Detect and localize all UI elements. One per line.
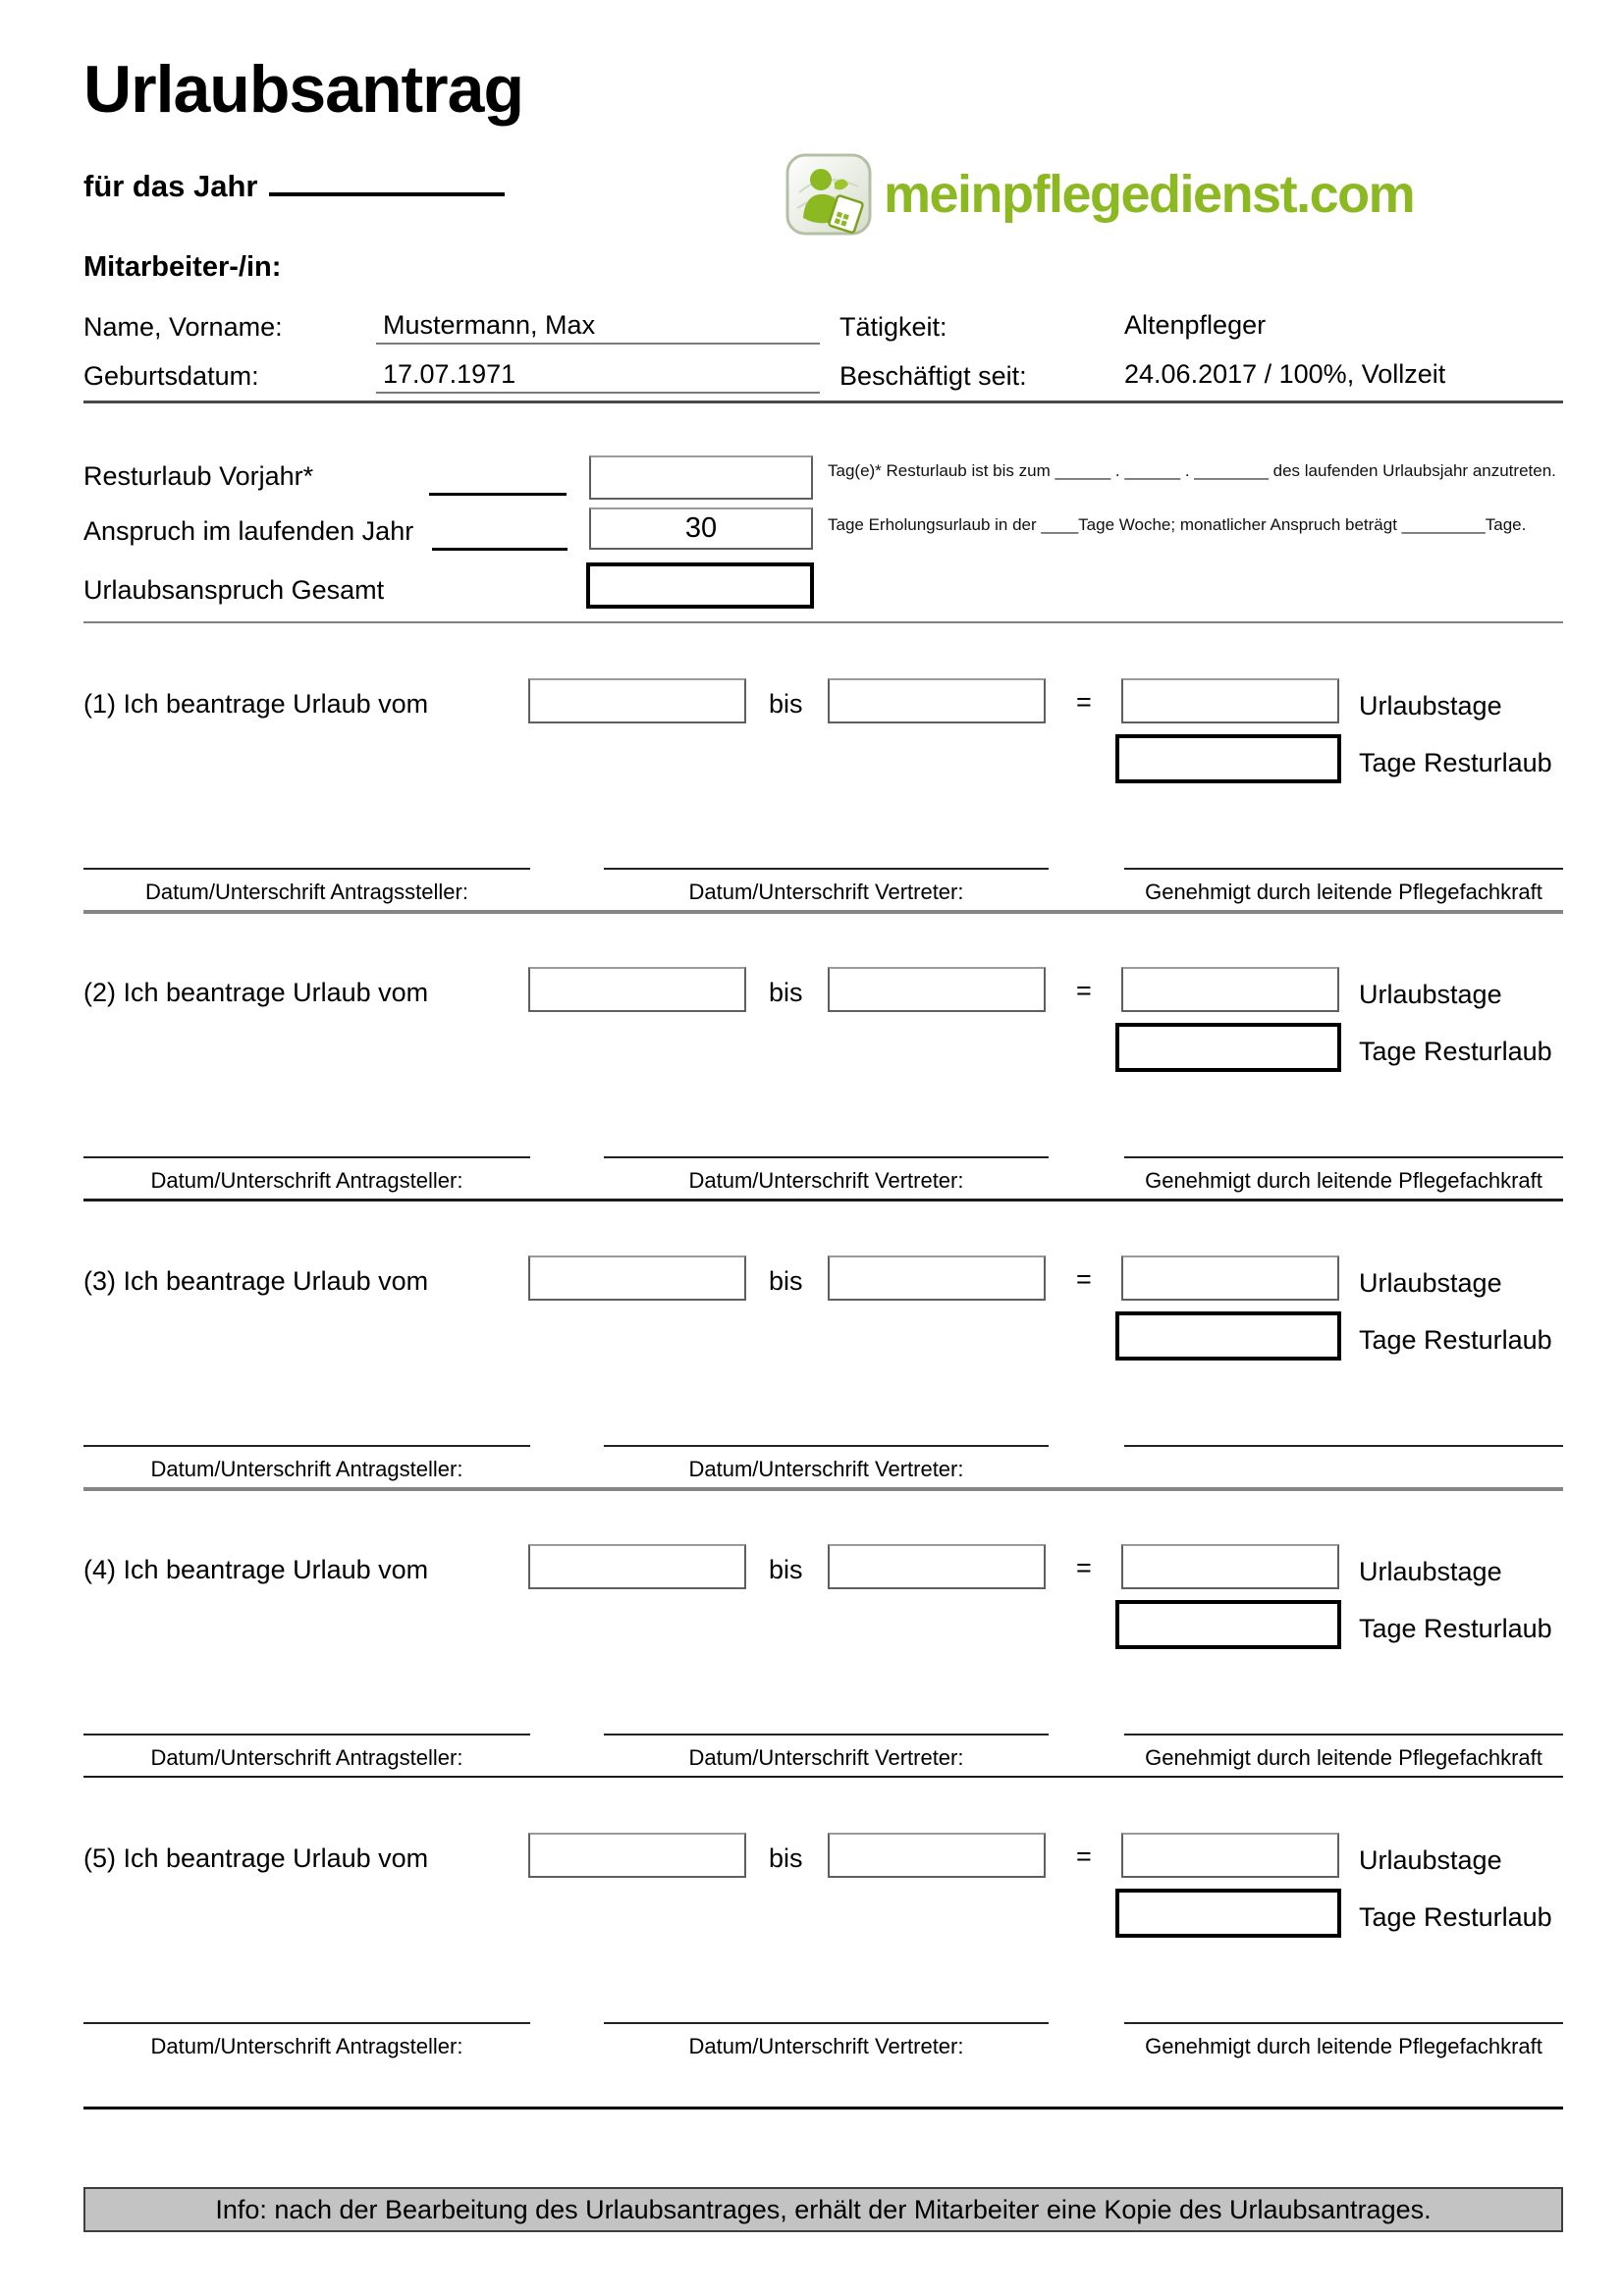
- request-label: (5) Ich beantrage Urlaub vom: [83, 1843, 429, 1873]
- date-to-input[interactable]: [828, 1544, 1046, 1589]
- date-to-input[interactable]: [828, 1255, 1046, 1301]
- gesamt-label: Urlaubsanspruch Gesamt: [83, 575, 385, 605]
- remaining-days-input[interactable]: [1115, 1311, 1341, 1361]
- bottom-divider: [83, 2107, 1563, 2109]
- date-to-input[interactable]: [828, 967, 1046, 1012]
- birthdate-underline: [376, 392, 820, 394]
- vacation-days-input[interactable]: [1121, 1833, 1339, 1878]
- signature-line-vertreter[interactable]: [604, 868, 1049, 870]
- bis-label: bis: [769, 689, 803, 719]
- signature-line-antragsteller[interactable]: [83, 1734, 530, 1735]
- equals-label: =: [1076, 687, 1092, 717]
- job-value: Altenpfleger: [1124, 310, 1267, 340]
- bis-label: bis: [769, 978, 803, 1007]
- date-from-input[interactable]: [528, 678, 746, 723]
- request-label: (4) Ich beantrage Urlaub vom: [83, 1555, 429, 1584]
- request-label: (1) Ich beantrage Urlaub vom: [83, 689, 429, 719]
- birthdate-value[interactable]: 17.07.1971: [383, 359, 516, 389]
- anspruch-blank[interactable]: [432, 516, 568, 551]
- name-value[interactable]: Mustermann, Max: [383, 310, 596, 340]
- resturlaub-label: Tage Resturlaub: [1359, 748, 1552, 777]
- sig-label-genehmigt: Genehmigt durch leitende Pflegefachkraft: [1145, 2034, 1542, 2058]
- resturlaub-label: Tage Resturlaub: [1359, 1614, 1552, 1643]
- date-to-input[interactable]: [828, 678, 1046, 723]
- rest-vorjahr-blank[interactable]: [429, 461, 567, 496]
- sig-label-antragsteller: Datum/Unterschrift Antragsteller:: [150, 1168, 463, 1193]
- sig-label-genehmigt: Genehmigt durch leitende Pflegefachkraft: [1145, 1168, 1542, 1193]
- section-divider: [83, 1776, 1563, 1778]
- sig-label-genehmigt: Genehmigt durch leitende Pflegefachkraft: [1145, 1745, 1542, 1770]
- signature-line-pflegefachkraft[interactable]: [1124, 868, 1563, 870]
- entitlement-divider: [83, 621, 1563, 623]
- remaining-days-input[interactable]: [1115, 734, 1341, 783]
- signature-line-antragsteller[interactable]: [83, 868, 530, 870]
- urlaubstage-label: Urlaubstage: [1359, 1845, 1502, 1875]
- birthdate-label: Geburtsdatum:: [83, 361, 259, 391]
- remaining-days-input[interactable]: [1115, 1889, 1341, 1938]
- resturlaub-label: Tage Resturlaub: [1359, 1325, 1552, 1355]
- employee-divider: [83, 400, 1563, 403]
- sig-label-genehmigt: Genehmigt durch leitende Pflegefachkraft: [1145, 880, 1542, 904]
- bis-label: bis: [769, 1843, 803, 1873]
- name-label: Name, Vorname:: [83, 312, 283, 342]
- caregiver-tile-icon: [785, 153, 872, 236]
- signature-line-pflegefachkraft[interactable]: [1124, 2022, 1563, 2024]
- anspruch-note: Tage Erholungsurlaub in der ____Tage Woche; monatlicher Anspruch beträgt _________Tage.: [828, 515, 1527, 534]
- urlaubstage-label: Urlaubstage: [1359, 980, 1502, 1009]
- vacation-days-input[interactable]: [1121, 967, 1339, 1012]
- date-from-input[interactable]: [528, 1544, 746, 1589]
- request-label: (3) Ich beantrage Urlaub vom: [83, 1266, 429, 1296]
- remaining-days-input[interactable]: [1115, 1600, 1341, 1649]
- equals-label: =: [1076, 1264, 1092, 1294]
- signature-line-antragsteller[interactable]: [83, 2022, 530, 2024]
- year-line: [83, 165, 505, 204]
- sig-label-antragsteller: Datum/Unterschrift Antragsteller:: [150, 1457, 463, 1481]
- info-text: Info: nach der Bearbeitung des Urlaubsantrages, erhält der Mitarbeiter eine Kopie des Urlaubsantrages.: [215, 2194, 1432, 2224]
- signature-line-pflegefachkraft[interactable]: [1124, 1734, 1563, 1735]
- logo-text: meinpflegedienst.com: [884, 165, 1415, 224]
- vacation-days-input[interactable]: [1121, 678, 1339, 723]
- sig-label-vertreter: Datum/Unterschrift Vertreter:: [688, 1168, 964, 1193]
- sig-label-vertreter: Datum/Unterschrift Vertreter:: [688, 880, 964, 904]
- urlaubstage-label: Urlaubstage: [1359, 1268, 1502, 1298]
- info-bar: [83, 2187, 1563, 2232]
- signature-line-antragsteller[interactable]: [83, 1445, 530, 1447]
- logo: [785, 153, 1414, 236]
- resturlaub-label: Tage Resturlaub: [1359, 1037, 1552, 1066]
- sig-label-vertreter: Datum/Unterschrift Vertreter:: [688, 1457, 964, 1481]
- job-label: Tätigkeit:: [839, 312, 947, 342]
- vacation-days-input[interactable]: [1121, 1544, 1339, 1589]
- request-section-1: [0, 678, 1623, 919]
- resturlaub-label: Tage Resturlaub: [1359, 1902, 1552, 1932]
- urlaubstage-label: Urlaubstage: [1359, 691, 1502, 721]
- signature-line-vertreter[interactable]: [604, 2022, 1049, 2024]
- year-blank-field[interactable]: [269, 165, 505, 196]
- signature-line-vertreter[interactable]: [604, 1156, 1049, 1158]
- employed-value: 24.06.2017 / 100%, Vollzeit: [1124, 359, 1446, 389]
- request-section-3: [0, 1255, 1623, 1496]
- sig-label-antragsteller: Datum/Unterschrift Antragsteller:: [150, 2034, 463, 2058]
- equals-label: =: [1076, 1553, 1092, 1582]
- employee-heading: Mitarbeiter-/in:: [83, 251, 282, 283]
- year-label: für das Jahr: [83, 169, 258, 203]
- anspruch-input[interactable]: 30: [589, 507, 813, 550]
- urlaubstage-label: Urlaubstage: [1359, 1557, 1502, 1586]
- request-section-2: [0, 967, 1623, 1207]
- date-from-input[interactable]: [528, 967, 746, 1012]
- sig-label-vertreter: Datum/Unterschrift Vertreter:: [688, 1745, 964, 1770]
- section-divider: [83, 1199, 1563, 1201]
- signature-line-pflegefachkraft[interactable]: [1124, 1156, 1563, 1158]
- equals-label: =: [1076, 976, 1092, 1005]
- request-section-4: [0, 1544, 1623, 1785]
- bis-label: bis: [769, 1266, 803, 1296]
- signature-line-pflegefachkraft[interactable]: [1124, 1445, 1563, 1447]
- gesamt-input[interactable]: [586, 562, 814, 609]
- employed-label: Beschäftigt seit:: [839, 361, 1027, 391]
- rest-vorjahr-label: Resturlaub Vorjahr*: [83, 461, 314, 491]
- date-from-input[interactable]: [528, 1833, 746, 1878]
- remaining-days-input[interactable]: [1115, 1023, 1341, 1072]
- page-title: Urlaubsantrag: [83, 52, 523, 127]
- name-underline: [376, 343, 820, 345]
- request-section-5: [0, 1833, 1623, 2073]
- anspruch-label: Anspruch im laufenden Jahr: [83, 516, 414, 546]
- sig-label-antragsteller: Datum/Unterschrift Antragssteller:: [145, 880, 468, 904]
- rest-note: Tag(e)* Resturlaub ist bis zum ______ . ______ . ________ des laufenden Urlaubsjahr anzutreten.: [828, 461, 1556, 480]
- section-divider: [83, 910, 1563, 914]
- signature-line-vertreter[interactable]: [604, 1734, 1049, 1735]
- sig-label-antragsteller: Datum/Unterschrift Antragsteller:: [150, 1745, 463, 1770]
- signature-line-antragsteller[interactable]: [83, 1156, 530, 1158]
- vacation-days-input[interactable]: [1121, 1255, 1339, 1301]
- date-to-input[interactable]: [828, 1833, 1046, 1878]
- section-divider: [83, 1487, 1563, 1491]
- date-from-input[interactable]: [528, 1255, 746, 1301]
- sig-label-vertreter: Datum/Unterschrift Vertreter:: [688, 2034, 964, 2058]
- request-label: (2) Ich beantrage Urlaub vom: [83, 978, 429, 1007]
- signature-line-vertreter[interactable]: [604, 1445, 1049, 1447]
- bis-label: bis: [769, 1555, 803, 1584]
- rest-vorjahr-input[interactable]: [589, 455, 813, 500]
- equals-label: =: [1076, 1842, 1092, 1871]
